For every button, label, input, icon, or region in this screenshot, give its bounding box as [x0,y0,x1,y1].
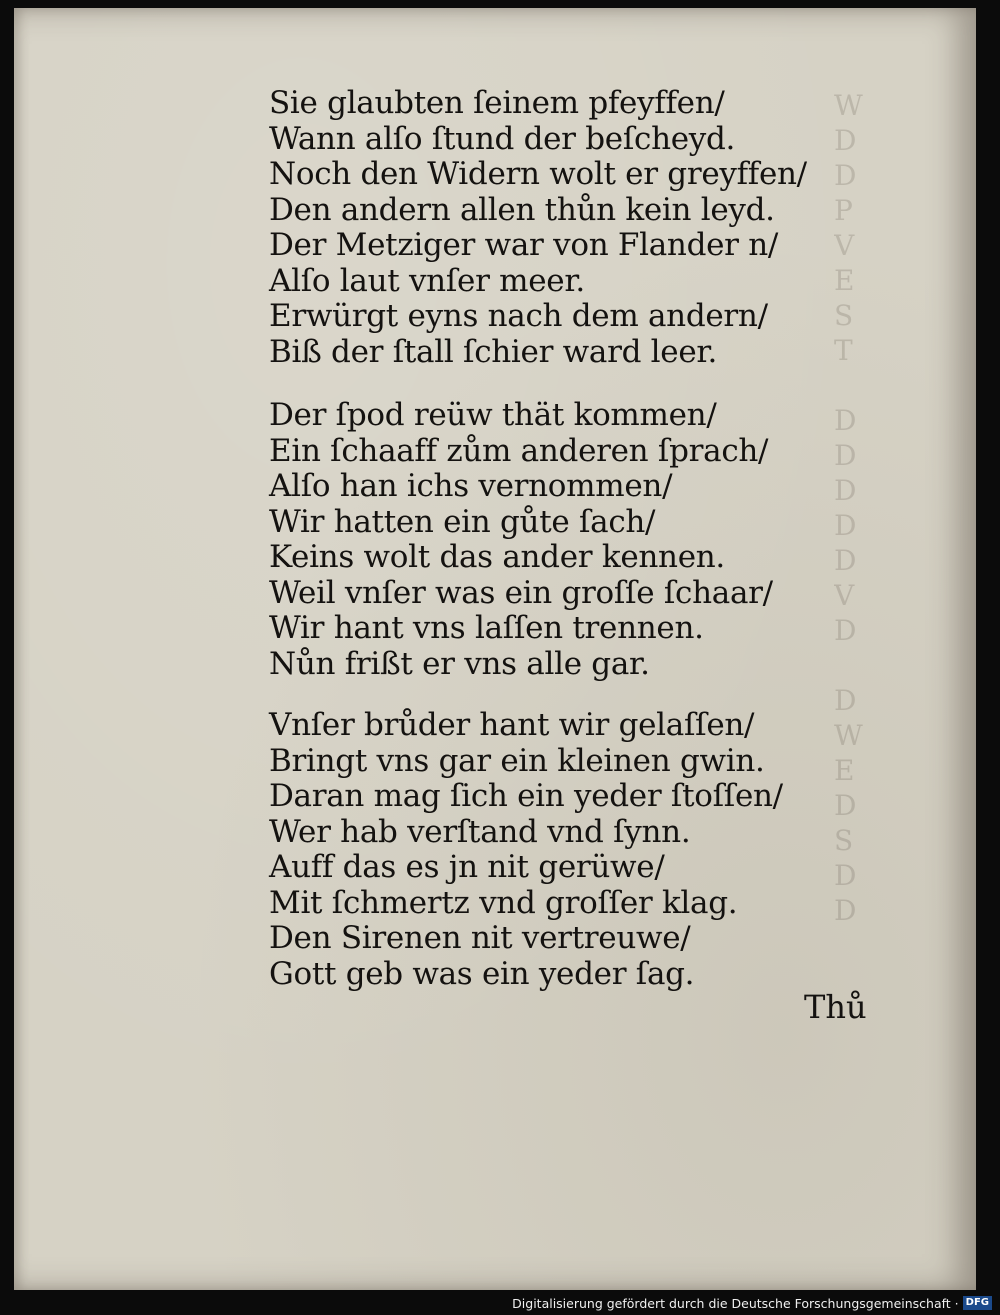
verse-line: Alſo laut vnſer meer. [269,262,585,299]
stanza-3 [269,708,783,992]
verse-line: Den Sirenen nit vertreuwe/ [269,920,691,956]
verse-line: Ein ſchaaff zům anderen ſprach/ [269,432,769,469]
verse-line: Biß der ſtall ſchier ward leer. [269,333,718,370]
verse-line: Nůn frißt er vns alle gar. [269,645,650,682]
verse-line: Wir hant vns laſſen trennen. [269,610,704,646]
verse-line: Keins wolt das ander kennen. [269,539,725,575]
bleed-through-text: W D D P V E S T D D D D D V D D W E D S D D [834,89,863,927]
verse-line: Wir hatten ein gůte ſach/ [269,503,656,540]
catchword: Thů [804,988,867,1026]
verse-line: Wer hab verſtand vnd ſynn. [269,813,691,850]
digitization-footer [512,1294,992,1312]
verse-line: Bringt vns gar ein kleinen gwin. [269,742,765,779]
verse-line: Vnſer brůder hant wir gelaſſen/ [269,707,755,743]
verse-line: Noch den Widern wolt er greyffen/ [269,156,807,192]
verse-line: Sie glaubten ſeinem pfeyffen/ [269,85,725,121]
stanza-2 [269,398,773,682]
verse-line: Wann alſo ſtund der beſcheyd. [269,120,736,157]
footer-text: Digitalisierung gefördert durch die Deutsche Forschungsgemeinschaft · [512,1295,959,1311]
verse-line: Weil vnſer was ein groſſe ſchaar/ [269,574,773,611]
verse-line: Gott geb was ein yeder ſag. [269,955,695,992]
book-page [14,8,976,1290]
verse-line: Auff das es jn nit gerüwe/ [269,849,665,885]
verse-line: Mit ſchmertz vnd groſſer klag. [269,884,738,921]
verse-line: Erwürgt eyns nach dem andern/ [269,298,768,334]
verse-line: Der Metziger war von Flander n/ [269,227,779,263]
dfg-logo-icon: DFG [963,1296,992,1310]
verse-line: Daran mag ſich ein yeder ſtoſſen/ [269,778,783,814]
stanza-1 [269,86,807,370]
verse-line: Der ſpod reüw thät kommen/ [269,397,717,433]
verse-line: Alſo han ichs vernommen/ [269,468,673,504]
verse-line: Den andern allen thůn kein leyd. [269,191,775,228]
